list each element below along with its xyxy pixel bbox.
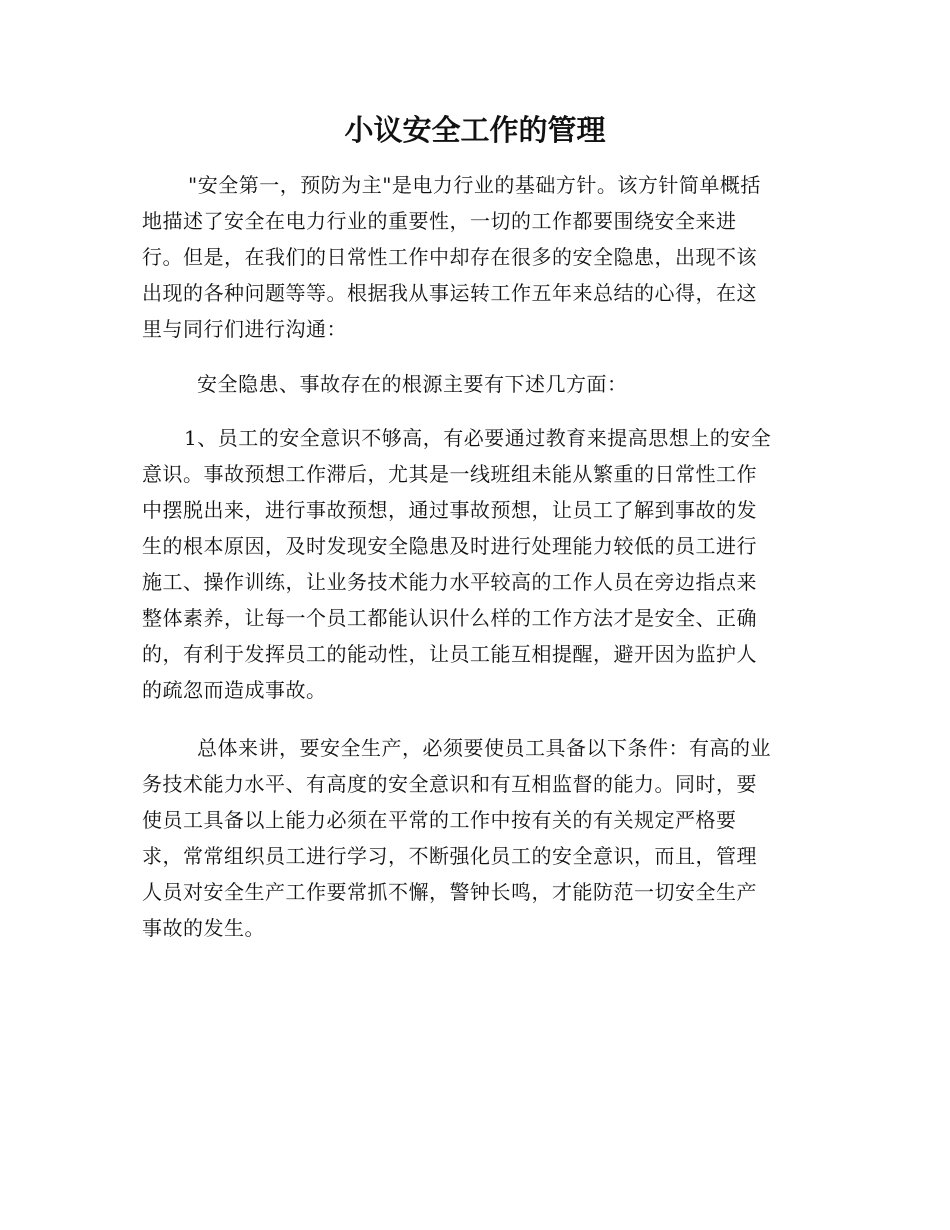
paragraph-4-line-5: 人员对安全生产工作要常抓不懈，警钟长鸣，才能防范一切安全生产 <box>142 880 757 904</box>
paragraph-3-line-8: 的疏忽而造成事故。 <box>142 678 327 702</box>
paragraph-1-line-4: 出现的各种问题等等。根据我从事运转工作五年来总结的心得，在这 <box>142 281 757 305</box>
paragraph-1-line-2: 地描述了安全在电力行业的重要性，一切的工作都要围绕安全来进 <box>142 209 737 233</box>
paragraph-4-line-2: 务技术能力水平、有高度的安全意识和有互相监督的能力。同时，要 <box>142 772 757 796</box>
paragraph-4-line-3: 使员工具备以上能力必须在平常的工作中按有关的有关规定严格要 <box>142 808 737 832</box>
paragraph-3-line-5: 施工、操作训练，让业务技术能力水平较高的工作人员在旁边指点来 <box>142 570 757 594</box>
paragraph-3-line-4: 生的根本原因，及时发现安全隐患及时进行处理能力较低的员工进行 <box>142 534 757 558</box>
paragraph-3-line-3: 中摆脱出来，进行事故预想，通过事故预想，让员工了解到事故的发 <box>142 498 757 522</box>
paragraph-1-line-3: 行。但是，在我们的日常性工作中却存在很多的安全隐患，出现不该 <box>142 245 757 269</box>
paragraph-1-line-5: 里与同行们进行沟通： <box>142 317 347 341</box>
paragraph-2-line-1: 安全隐患、事故存在的根源主要有下述几方面： <box>197 372 628 396</box>
paragraph-3-line-1: 1、员工的安全意识不够高，有必要通过教育来提高思想上的安全 <box>184 426 772 450</box>
document-title: 小议安全工作的管理 <box>344 113 606 147</box>
paragraph-4-line-6: 事故的发生。 <box>142 916 265 940</box>
paragraph-4-line-1: 总体来讲，要安全生产，必须要使员工具备以下条件：有高的业 <box>197 736 771 760</box>
paragraph-3-line-2: 意识。事故预想工作滞后，尤其是一线班组未能从繁重的日常性工作 <box>142 462 757 486</box>
paragraph-3-line-6: 整体素养，让每一个员工都能认识什么样的工作方法才是安全、正确 <box>142 606 757 630</box>
paragraph-1-line-1: "安全第一，预防为主"是电力行业的基础方针。该方针简单概括 <box>188 173 761 197</box>
paragraph-3-line-7: 的，有利于发挥员工的能动性，让员工能互相提醒，避开因为监护人 <box>142 642 757 666</box>
paragraph-4-line-4: 求，常常组织员工进行学习，不断强化员工的安全意识，而且，管理 <box>142 844 757 868</box>
